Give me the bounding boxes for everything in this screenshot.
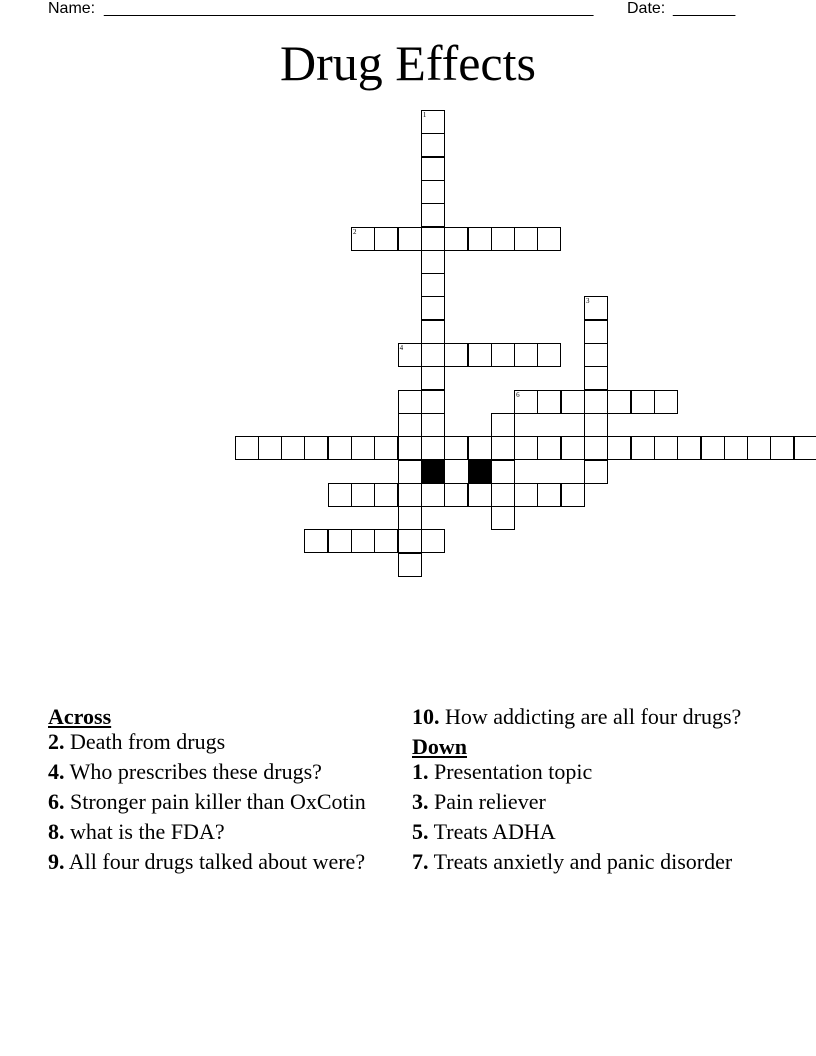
grid-cell[interactable] bbox=[281, 436, 305, 460]
clue-item bbox=[412, 849, 752, 874]
grid-cell[interactable] bbox=[398, 529, 422, 553]
grid-cell[interactable] bbox=[468, 436, 492, 460]
grid-cell[interactable] bbox=[398, 227, 422, 251]
grid-cell[interactable] bbox=[654, 436, 678, 460]
clues-left-column bbox=[48, 704, 388, 879]
grid-cell[interactable] bbox=[351, 436, 375, 460]
grid-cell[interactable] bbox=[421, 483, 445, 507]
clue-item bbox=[48, 759, 388, 784]
grid-cell[interactable] bbox=[514, 343, 538, 367]
clue-number-label: 3 bbox=[586, 297, 590, 306]
clue-item bbox=[412, 759, 752, 784]
grid-cell[interactable] bbox=[584, 413, 608, 437]
grid-cell[interactable] bbox=[398, 390, 422, 414]
clue-item bbox=[48, 849, 388, 874]
clue-number: 6. bbox=[48, 789, 65, 814]
clue-number-label: 6 bbox=[516, 390, 520, 399]
clue-item bbox=[48, 789, 388, 814]
clue-text: Stronger pain killer than OxCotin bbox=[70, 789, 366, 814]
grid-cell[interactable] bbox=[421, 296, 445, 320]
grid-cell[interactable] bbox=[561, 390, 585, 414]
clue-item bbox=[48, 819, 388, 844]
clue-number: 1. bbox=[412, 759, 429, 784]
clue-number: 8. bbox=[48, 819, 65, 844]
grid-cell[interactable] bbox=[328, 529, 352, 553]
clue-number: 7. bbox=[412, 849, 429, 874]
grid-cell[interactable] bbox=[491, 436, 515, 460]
grid-cell[interactable] bbox=[328, 436, 352, 460]
grid-cell[interactable] bbox=[421, 529, 445, 553]
grid-cell[interactable] bbox=[491, 227, 515, 251]
grid-cell-black bbox=[421, 460, 445, 484]
grid-cell[interactable] bbox=[514, 227, 538, 251]
clue-number: 3. bbox=[412, 789, 429, 814]
grid-cell[interactable] bbox=[398, 413, 422, 437]
grid-cell[interactable] bbox=[491, 343, 515, 367]
grid-cell[interactable] bbox=[491, 483, 515, 507]
grid-cell[interactable] bbox=[374, 227, 398, 251]
grid-cell[interactable] bbox=[421, 157, 445, 181]
grid-cell[interactable] bbox=[421, 436, 445, 460]
grid-cell[interactable] bbox=[374, 436, 398, 460]
grid-cell[interactable] bbox=[607, 390, 631, 414]
grid-cell[interactable] bbox=[561, 483, 585, 507]
grid-cell[interactable] bbox=[421, 343, 445, 367]
across-heading: Across bbox=[48, 704, 112, 729]
grid-cell[interactable] bbox=[537, 436, 561, 460]
grid-cell[interactable] bbox=[235, 436, 259, 460]
clue-text: Presentation topic bbox=[434, 759, 593, 784]
clue-item bbox=[412, 789, 752, 814]
grid-cell[interactable] bbox=[421, 110, 445, 134]
grid-cell[interactable] bbox=[794, 436, 816, 460]
grid-cell[interactable] bbox=[421, 273, 445, 297]
name-blank-line[interactable]: _______________________________________________________ bbox=[104, 0, 594, 17]
clue-text: Who prescribes these drugs? bbox=[69, 759, 322, 784]
grid-cell[interactable] bbox=[584, 460, 608, 484]
grid-cell[interactable] bbox=[468, 227, 492, 251]
grid-cell[interactable] bbox=[631, 436, 655, 460]
grid-cell[interactable] bbox=[584, 366, 608, 390]
grid-cell[interactable] bbox=[584, 296, 608, 320]
grid-cell[interactable] bbox=[328, 483, 352, 507]
grid-cell[interactable] bbox=[398, 553, 422, 577]
clue-text: Treats anxietly and panic disorder bbox=[433, 849, 733, 874]
grid-cell[interactable] bbox=[398, 460, 422, 484]
grid-cell[interactable] bbox=[491, 506, 515, 530]
grid-cell[interactable] bbox=[514, 483, 538, 507]
grid-cell[interactable] bbox=[701, 436, 725, 460]
grid-cell[interactable] bbox=[374, 529, 398, 553]
grid-cell[interactable] bbox=[468, 483, 492, 507]
down-clue-list bbox=[412, 759, 752, 874]
clue-text: Pain reliever bbox=[434, 789, 546, 814]
clue-number-label: 2 bbox=[353, 227, 357, 236]
date-blank-line[interactable]: _______ bbox=[673, 0, 736, 17]
grid-cell[interactable] bbox=[468, 343, 492, 367]
grid-cell[interactable] bbox=[584, 343, 608, 367]
grid-cell[interactable] bbox=[537, 390, 561, 414]
grid-cell[interactable] bbox=[421, 227, 445, 251]
grid-cell[interactable] bbox=[607, 436, 631, 460]
grid-cell[interactable] bbox=[747, 436, 771, 460]
clue-number: 4. bbox=[48, 759, 65, 784]
grid-cell[interactable] bbox=[421, 320, 445, 344]
clue-number-label: 4 bbox=[399, 344, 404, 352]
grid-cell[interactable] bbox=[491, 413, 515, 437]
grid-cell[interactable] bbox=[654, 390, 678, 414]
grid-cell[interactable] bbox=[514, 436, 538, 460]
grid-cell[interactable] bbox=[304, 436, 328, 460]
grid-cell[interactable] bbox=[584, 390, 608, 414]
grid-cell[interactable] bbox=[444, 436, 468, 460]
clue-text: How addicting are all four drugs? bbox=[445, 704, 742, 729]
clue-number: 5. bbox=[412, 819, 429, 844]
across-clue-list bbox=[48, 729, 388, 874]
grid-cell[interactable] bbox=[421, 180, 445, 204]
grid-cell[interactable] bbox=[677, 436, 701, 460]
grid-cell[interactable] bbox=[514, 390, 538, 414]
grid-cell[interactable] bbox=[537, 343, 561, 367]
grid-cell[interactable] bbox=[444, 483, 468, 507]
name-label: Name: bbox=[48, 0, 96, 17]
clue-number: 10. bbox=[412, 704, 440, 729]
clues-right-column bbox=[412, 704, 752, 879]
clue-text: what is the FDA? bbox=[70, 819, 225, 844]
grid-cell[interactable] bbox=[398, 343, 422, 367]
grid-cell-black bbox=[468, 460, 492, 484]
grid-cell[interactable] bbox=[631, 390, 655, 414]
grid-cell[interactable] bbox=[421, 133, 445, 157]
grid-cell[interactable] bbox=[561, 436, 585, 460]
page-title: Drug Effects bbox=[280, 35, 536, 91]
grid-cell[interactable] bbox=[537, 227, 561, 251]
grid-cell[interactable] bbox=[537, 483, 561, 507]
clue-number: 2. bbox=[48, 729, 65, 754]
grid-cell[interactable] bbox=[304, 529, 328, 553]
grid-cell[interactable] bbox=[398, 506, 422, 530]
clue-text: All four drugs talked about were? bbox=[68, 849, 366, 874]
grid-cell[interactable] bbox=[421, 413, 445, 437]
date-label: Date: bbox=[627, 0, 666, 17]
grid-cell[interactable] bbox=[351, 227, 375, 251]
grid-cell[interactable] bbox=[584, 320, 608, 344]
across-clue-list-continued bbox=[412, 704, 752, 729]
grid-cell[interactable] bbox=[351, 529, 375, 553]
grid-cell[interactable] bbox=[398, 436, 422, 460]
grid-cell[interactable] bbox=[374, 483, 398, 507]
grid-cell[interactable] bbox=[724, 436, 748, 460]
grid-cell[interactable] bbox=[258, 436, 282, 460]
grid-cell[interactable] bbox=[584, 436, 608, 460]
clue-text: Treats ADHA bbox=[433, 819, 556, 844]
clue-number-label: 1 bbox=[422, 111, 427, 119]
grid-cell[interactable] bbox=[421, 366, 445, 390]
grid-cell[interactable] bbox=[421, 203, 445, 227]
down-heading: Down bbox=[412, 734, 468, 759]
clue-item bbox=[48, 729, 388, 754]
grid-cell[interactable] bbox=[770, 436, 794, 460]
grid-cell[interactable] bbox=[444, 227, 468, 251]
grid-cell[interactable] bbox=[398, 483, 422, 507]
clue-item bbox=[412, 704, 752, 729]
clue-text: Death from drugs bbox=[70, 729, 226, 754]
grid-cell[interactable] bbox=[351, 483, 375, 507]
grid-cell[interactable] bbox=[491, 460, 515, 484]
grid-cell[interactable] bbox=[421, 250, 445, 274]
grid-cell[interactable] bbox=[421, 390, 445, 414]
clue-item bbox=[412, 819, 752, 844]
grid-cell[interactable] bbox=[444, 343, 468, 367]
clue-number: 9. bbox=[48, 849, 65, 874]
